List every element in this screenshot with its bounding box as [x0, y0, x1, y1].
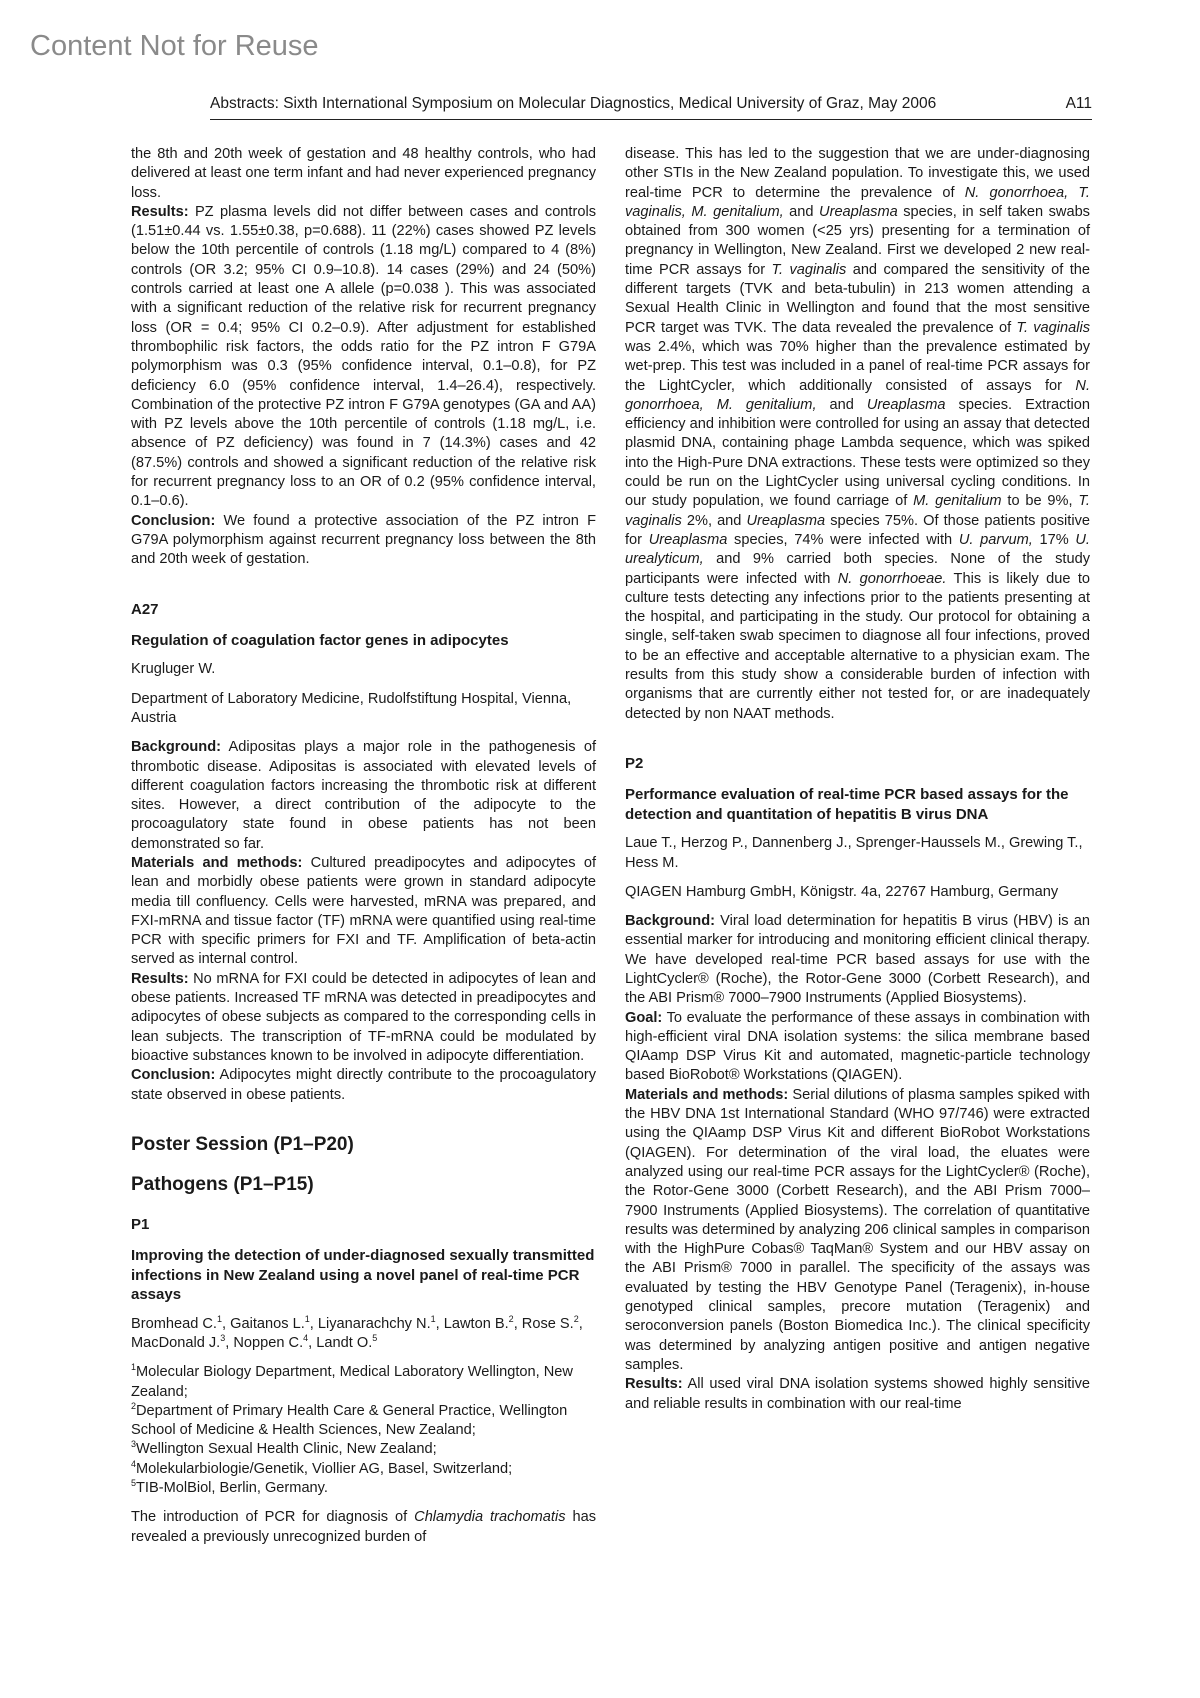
- species-name: N. gonorrhoeae.: [837, 570, 947, 587]
- affiliation-line: [131, 1460, 596, 1479]
- results-text: All used viral DNA isolation systems showed highly sensitive and reliable results in combination with our real-time: [625, 1376, 1090, 1412]
- header-rule: [210, 119, 1092, 120]
- author-separator: ,: [435, 1315, 444, 1332]
- results-text: PZ plasma levels did not differ between cases and controls (1.51±0.44 vs. 1.55±0.38, p=0.688). 11 (22%) cases showed PZ levels below the 10th percentile of controls (1.18 mg/L) compared to 4 (8%) controls (OR 3.2; 95% CI 0.9–10.8). 14 cases (29%) and 24 (50%) controls carried at least one A allele (p=0.038 ). This was associated with a significant reduction of the relative risk for recurrent pregnancy loss (OR = 0.4; 95% CI 0.2–0.9). After adjustment for established thrombophilic risk factors, the odds ratio for the PZ intron F G79A polymorphism was 0.3 (95% confidence interval, 0.1–0.8), for PZ deficiency 6.0 (95% confidence interval, 1.4–26.4), respectively. Combination of the protective PZ intron F G79A genotypes (GA and AA) with PZ levels above the 10th percentile of controls (1.18 mg/L, i.e. absence of PZ deficiency) was found in 7 (14.3%) cases and 42 (87.5%) controls and showed a significant reduction of the relative risk for recurrent pregnancy loss to an OR of 0.2 (95% confidence interval, 0.1–0.6).: [131, 203, 596, 510]
- species-name: Ureaplasma: [866, 396, 946, 413]
- affiliation-p2: QIAGEN Hamburg GmbH, Königstr. 4a, 22767 Hamburg, Germany: [625, 883, 1059, 900]
- author-name: Lawton B.: [443, 1315, 509, 1332]
- affiliation-text: Molekularbiologie/Genetik, Viollier AG, Basel, Switzerland;: [136, 1460, 513, 1477]
- affiliation-marker: 4: [131, 1458, 137, 1469]
- species-name: N. gonorrhoea, M. genitalium,: [625, 377, 1090, 413]
- author-affiliation-marker: 2: [508, 1313, 514, 1324]
- affiliation-marker: 2: [131, 1400, 137, 1411]
- author-name: Bromhead C.: [131, 1315, 217, 1332]
- goal-text: To evaluate the performance of these assays in combination with high-efficient viral DNA isolation systems: the silica membrane based QIAamp DSP Virus Kit and automated, magnetic-particle technology based BioRobot® Workstations (QIAGEN).: [625, 1009, 1090, 1084]
- affiliation-line: [131, 1402, 596, 1441]
- author-separator: ,: [225, 1334, 234, 1351]
- body-text: was 2.4%, which was 70% higher than the prevalence estimated by wet-prep. This test was included in a panel of real-time PCR assays for the LightCycler, which additionally consisted of assays for: [625, 338, 1090, 394]
- abstract-title-a27: Regulation of coagulation factor genes in adipocytes: [131, 631, 509, 649]
- author-affiliation-marker: 5: [372, 1333, 378, 1344]
- author-affiliation-marker: 1: [430, 1313, 436, 1324]
- affiliation-text: Department of Primary Health Care & General Practice, Wellington School of Medicine & Health Sciences, New Zealand;: [131, 1402, 568, 1439]
- body-text: and: [783, 203, 820, 220]
- methods-text: Cultured preadipocytes and adipocytes of lean and morbidly obese patients were grown in standard adipocyte media till confluency. Cells were harvested, mRNA was prepared, and FXI-mRNA and tissue factor (TF) mRNA were quantified using real-time PCR with specific primers for FXI and TF. Amplification of beta-actin served as internal control.: [131, 855, 596, 968]
- body-text: to be 9%,: [1001, 493, 1079, 510]
- authors-p2: Laue T., Herzog P., Dannenberg J., Sprenger-Haussels M., Grewing T., Hess M.: [625, 835, 1083, 871]
- affiliation-line: [131, 1363, 596, 1402]
- a27-methods: [131, 854, 596, 970]
- p2-methods: [625, 1086, 1090, 1375]
- conclusion-text: Adipocytes might directly contribute to the procoagulatory state observed in obese patients.: [131, 1067, 596, 1103]
- affiliation-line: [131, 1440, 596, 1459]
- author-separator: ,: [578, 1315, 583, 1332]
- background-text: Adipositas plays a major role in the pathogenesis of thrombotic disease. Adipositas is associated with elevated levels of different coagulation factors increasing the thrombotic risk at different sites. However, a direct contribution of the adipocyte to the procoagulatory state found in obese patients has not been demonstrated so far.: [131, 739, 596, 852]
- results-text: No mRNA for FXI could be detected in adipocytes of lean and obese patients. Increased TF mRNA was detected in preadipocytes and adipocytes of obese subjects as compared to the corresponding cells in lean subjects. The transcription of TF-mRNA could be modulated by bioactive substances known to be involved in adipocyte differentiation.: [131, 970, 596, 1064]
- a27-results: [131, 970, 596, 1066]
- methods-label: Materials and methods:: [625, 1086, 789, 1103]
- affiliations-p1: [131, 1363, 596, 1498]
- species-name: Ureaplasma: [648, 531, 728, 548]
- results-label: Results:: [131, 970, 189, 987]
- body-text: disease. This has led to the suggestion that we are under-diagnosing other STIs in the New Zealand population. To investigate this, we used real-time PCR to determine the prevalence of: [625, 146, 1090, 201]
- body-text: 17%: [1032, 531, 1076, 548]
- authors-a27: Krugluger W.: [131, 661, 216, 678]
- author-separator: ,: [309, 1315, 318, 1332]
- affiliation-text: Molecular Biology Department, Medical Laboratory Wellington, New Zealand;: [131, 1364, 573, 1400]
- author-separator: ,: [222, 1315, 231, 1332]
- affiliation-marker: 3: [131, 1439, 137, 1450]
- species-name: U. urealyticum,: [625, 531, 1090, 568]
- background-label: Background:: [625, 913, 715, 930]
- body-text: 2%, and: [681, 512, 747, 529]
- a26-conclusion: [131, 512, 596, 570]
- affiliation-marker: 1: [131, 1362, 137, 1373]
- body-text: species, 74% were infected with: [727, 531, 959, 548]
- body-text: and compared the sensitivity of the different targets (TVK and beta-tubulin) in 213 women attending a Sexual Health Clinic in Wellington and found that the most sensitive PCR target was TVK. The data revealed the prevalence of: [625, 261, 1090, 336]
- a26-intro: the 8th and 20th week of gestation and 48 healthy controls, who had delivered at least one term infant and had never experienced pregnancy loss.: [131, 146, 596, 201]
- author-separator: ,: [308, 1334, 317, 1351]
- author-name: Rose S.: [521, 1315, 574, 1332]
- author-affiliation-marker: 3: [220, 1333, 226, 1344]
- a26-results: [131, 203, 596, 512]
- a27-background: [131, 738, 596, 854]
- abstract-title-p1: Improving the detection of under-diagnosed sexually transmitted infections in New Zealand using a novel panel of real-time PCR assays: [131, 1247, 595, 1304]
- p2-results: [625, 1375, 1090, 1414]
- conclusion-label: Conclusion:: [131, 1067, 216, 1084]
- body-text: and: [816, 396, 867, 413]
- author-affiliation-marker: 1: [304, 1313, 310, 1324]
- p2-background: [625, 912, 1090, 1008]
- results-label: Results:: [131, 203, 189, 220]
- abstract-title-p2: Performance evaluation of real-time PCR based assays for the detection and quantitation of hepatitis B virus DNA: [625, 786, 1069, 823]
- body-text: species 75%. Of those patients positive for: [625, 512, 1090, 548]
- affiliation-marker: 5: [131, 1478, 137, 1489]
- abstract-id-p1: P1: [131, 1215, 150, 1233]
- authors-p1: [131, 1315, 596, 1354]
- affiliation-line: [131, 1479, 596, 1498]
- page-number: A11: [1065, 95, 1092, 112]
- intro-text: has revealed a previously unrecognized burden of: [131, 1509, 596, 1545]
- body-text: species, in self taken swabs obtained from 300 women (<25 yrs) presenting for a termination of pregnancy in Wellington, New Zealand. First we developed 2 new real-time PCR assays for: [625, 203, 1090, 278]
- author-name: Liyanarachchy N.: [317, 1315, 431, 1332]
- right-column: [625, 145, 1090, 1414]
- author-name: Landt O.: [316, 1334, 373, 1351]
- abstract-id-p2: P2: [625, 754, 644, 772]
- p2-goal: [625, 1009, 1090, 1086]
- author-affiliation-marker: 1: [216, 1313, 222, 1324]
- methods-text: Serial dilutions of plasma samples spiked with the HBV DNA 1st International Standard (WHO 97/746) were extracted using the QIAamp DSP Virus Kit and different BioRobot Workstations (QIAGEN). For determination of the viral load, the eluates were analyzed using our real-time PCR assays for the LightCycler® (Roche), the Rotor-Gene 3000 (Corbett Research), and the ABI Prism 7000–7900 Instruments (Applied Biosystems). The correlation of quantitative results was determined by analyzing 206 clinical samples in comparison with the HighPure Cobas® TaqMan® System and our HBV assay on the ABI Prism® 7000 in parallel. The specificity of the assays was evaluated by testing the HBV Genotype Panel (Teragenix), in-house genotyped clinical samples, precore mutation (Teragenix) and seroconversion panels (Boston Biomedica Inc.). The clinical specificity was determined by analyzing antigen positive and antigen negative samples.: [625, 1086, 1090, 1373]
- author-name: Gaitanos L.: [230, 1315, 305, 1332]
- species-name: T. vaginalis: [771, 261, 847, 278]
- species-name: Ureaplasma: [746, 512, 826, 529]
- background-text: Viral load determination for hepatitis B virus (HBV) is an essential marker for introducing and monitoring efficient clinical therapy. We have developed real-time PCR based assays for use with the LightCycler® (Roche), the Rotor-Gene 3000 (Corbett Research), and the ABI Prism® 7000–7900 Instruments (Applied Biosystems).: [625, 913, 1090, 1007]
- a27-conclusion: [131, 1066, 596, 1105]
- species-name: T. vaginalis: [1016, 319, 1090, 336]
- goal-label: Goal:: [625, 1009, 663, 1026]
- body-text: species. Extraction efficiency and inhibition were controlled for using an assay that detected plasmid DNA, containing phage Lambda sequence, which was spiked into the High-Pure DNA extractions. These tests were optimized so they could be run on the LightCycler using universal cycling conditions. In our study population, we found carriage of: [625, 396, 1090, 510]
- body-text: and 9% carried both species. None of the study participants were infected with: [625, 551, 1090, 587]
- session-heading-poster: Poster Session (P1–P20): [131, 1133, 354, 1155]
- author-affiliation-marker: 4: [303, 1333, 309, 1344]
- affiliation-text: Wellington Sexual Health Clinic, New Zealand;: [136, 1441, 437, 1458]
- author-affiliation-marker: 2: [573, 1313, 579, 1324]
- species-name: T. vaginalis: [625, 493, 1090, 529]
- conclusion-text: We found a protective association of the PZ intron F G79A polymorphism against recurrent pregnancy loss between the 8th and 20th week of gestation.: [131, 512, 596, 568]
- intro-text: The introduction of PCR for diagnosis of: [131, 1509, 415, 1526]
- results-label: Results:: [625, 1376, 683, 1393]
- author-separator: ,: [513, 1315, 522, 1332]
- species-name: U. parvum,: [958, 531, 1033, 548]
- background-label: Background:: [131, 739, 221, 756]
- conclusion-label: Conclusion:: [131, 512, 216, 529]
- p1-body: [625, 145, 1090, 724]
- left-column: [131, 145, 596, 1547]
- author-name: MacDonald J.: [131, 1334, 221, 1351]
- session-heading-pathogens: Pathogens (P1–P15): [131, 1173, 314, 1195]
- organism-name: Chlamydia trachomatis: [414, 1509, 566, 1526]
- species-name: Ureaplasma: [819, 203, 898, 220]
- running-header: [210, 95, 1092, 113]
- watermark: Content Not for Reuse: [30, 30, 319, 62]
- affiliation-text: TIB-MolBiol, Berlin, Germany.: [136, 1480, 328, 1497]
- species-name: N. gonorrhoea, T. vaginalis, M. genitalium,: [625, 184, 1090, 220]
- p1-intro: [131, 1508, 596, 1547]
- abstract-id-a27: A27: [131, 600, 159, 618]
- affiliation-a27: Department of Laboratory Medicine, Rudolfstiftung Hospital, Vienna, Austria: [131, 690, 572, 726]
- species-name: M. genitalium: [913, 493, 1002, 510]
- methods-label: Materials and methods:: [131, 855, 303, 871]
- author-name: Noppen C.: [233, 1334, 304, 1351]
- journal-title: Abstracts: Sixth International Symposium on Molecular Diagnostics, Medical University of Graz, May 2006: [210, 95, 937, 112]
- body-text: This is likely due to culture tests detecting any infections prior to the patients presenting at the hospital, and participating in the study. Our protocol for obtaining a single, self-taken swab specimen to diagnose all four infections, proved to be an effective and acceptable alternative to a physician exam. The results from this study show a considerable burden of infection with organisms that are currently either not tested for, or are inadequately detected by non NAAT methods.: [625, 570, 1090, 722]
